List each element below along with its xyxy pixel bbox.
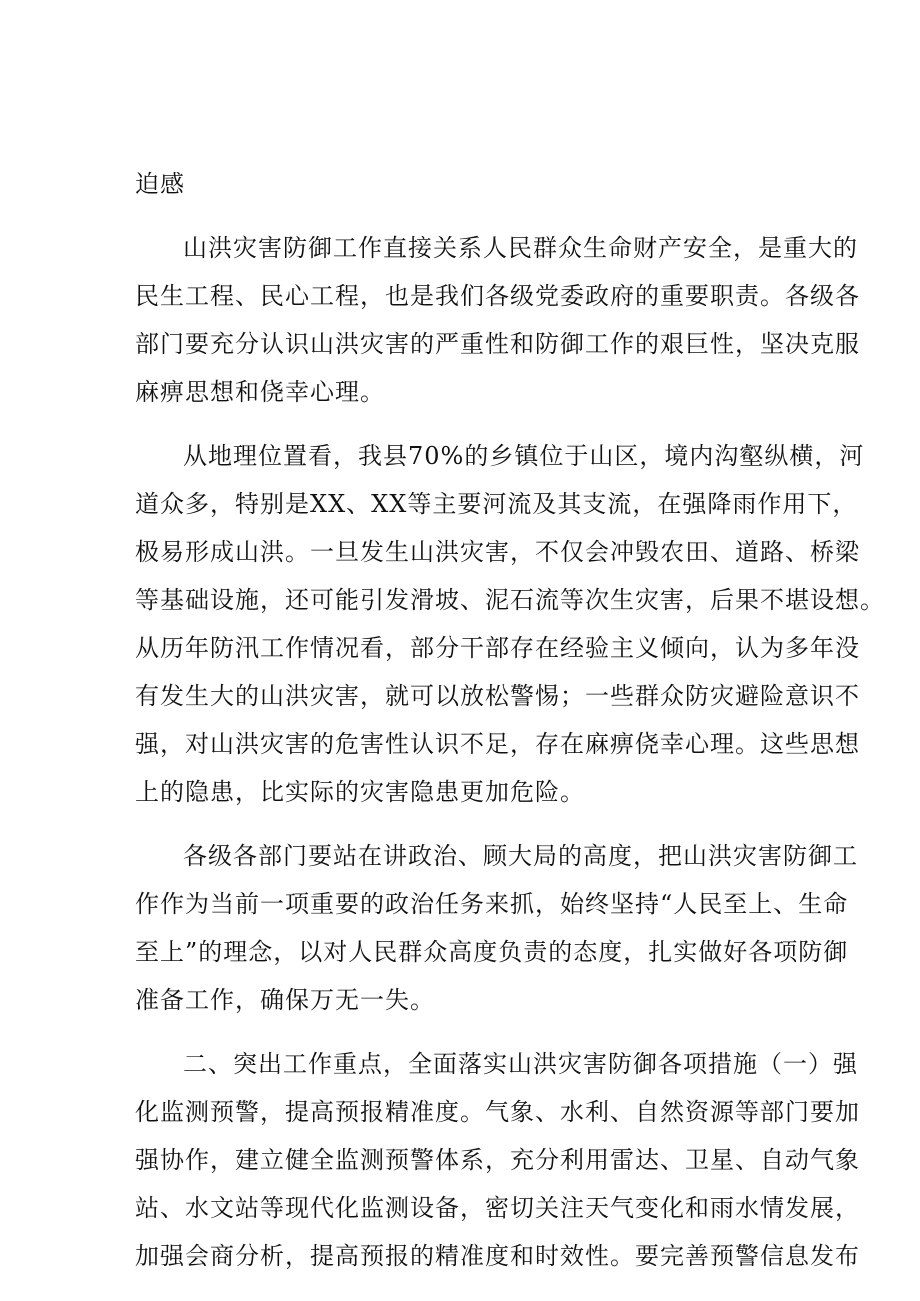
text-line: 各级各部门要站在讲政治、顾大局的高度，把山洪灾害防御工	[183, 842, 858, 870]
paragraph-3	[135, 432, 885, 816]
paragraph-4	[135, 832, 858, 1024]
text-line: 上的隐患，比实际的灾害隐患更加危险。	[135, 778, 585, 806]
paragraph-gap	[135, 816, 800, 832]
paragraph-5	[135, 1040, 860, 1280]
paragraph-gap	[135, 1024, 800, 1040]
text-line: 化监测预警，提高预报精准度。气象、水利、自然资源等部门要加	[135, 1098, 860, 1126]
paragraph-2	[135, 224, 860, 416]
text-line: 至上”的理念，以对人民群众高度负责的态度，扎实做好各项防御	[135, 938, 849, 966]
paragraph-gap	[135, 208, 800, 224]
text-line: 极易形成山洪。一旦发生山洪灾害，不仅会冲毁农田、道路、桥梁	[135, 538, 860, 566]
text-line: 准备工作，确保万无一失。	[135, 986, 435, 1014]
text-line: 山洪灾害防御工作直接关系人民群众生命财产安全，是重大的	[183, 234, 858, 262]
text-line: 从地理位置看，我县70%的乡镇位于山区，境内沟壑纵横，河	[183, 442, 865, 470]
text-line: 部门要充分认识山洪灾害的严重性和防御工作的艰巨性，坚决克服	[135, 330, 860, 358]
text-line: 从历年防汛工作情况看，部分干部存在经验主义倾向，认为多年没	[135, 634, 860, 662]
text-line: 等基础设施，还可能引发滑坡、泥石流等次生灾害，后果不堪设想。	[135, 586, 885, 614]
paragraph-gap	[135, 416, 800, 432]
document-body	[135, 160, 885, 1280]
text-line: 有发生大的山洪灾害，就可以放松警惕；一些群众防灾避险意识不	[135, 682, 860, 710]
text-line: 迫感	[135, 170, 185, 198]
text-line: 强协作，建立健全监测预警体系，充分利用雷达、卫星、自动气象	[135, 1146, 860, 1174]
text-line: 站、水文站等现代化监测设备，密切关注天气变化和雨水情发展，	[135, 1194, 860, 1222]
text-line: 作作为当前一项重要的政治任务来抓，始终坚持“人民至上、生命	[135, 890, 849, 918]
text-line: 民生工程、民心工程，也是我们各级党委政府的重要职责。各级各	[135, 282, 860, 310]
text-line: 二、突出工作重点，全面落实山洪灾害防御各项措施（一）强	[183, 1050, 858, 1078]
text-line: 麻痹思想和侥幸心理。	[135, 378, 385, 406]
text-line: 强，对山洪灾害的危害性认识不足，存在麻痹侥幸心理。这些思想	[135, 730, 860, 758]
text-line: 道众多，特别是XX、XX等主要河流及其支流，在强降雨作用下，	[135, 490, 858, 518]
text-line: 加强会商分析，提高预报的精准度和时效性。要完善预警信息发布	[135, 1242, 860, 1270]
paragraph-1	[135, 160, 800, 208]
